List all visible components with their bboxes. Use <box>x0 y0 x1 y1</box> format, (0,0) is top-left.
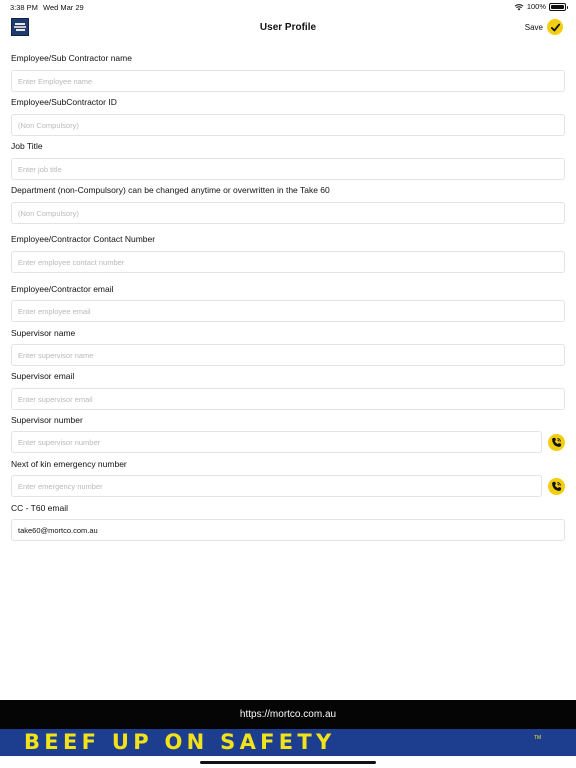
employee-email-input[interactable]: Enter employee email <box>11 300 565 322</box>
phone-icon <box>551 437 562 448</box>
job-title-input[interactable]: Enter job title <box>11 158 565 180</box>
employee-name-input[interactable]: Enter Employee name <box>11 70 565 92</box>
footer-bar <box>0 700 576 729</box>
cc-email-label: CC - T60 email <box>11 503 68 513</box>
employee-name-label: Employee/Sub Contractor name <box>11 53 132 63</box>
website-link[interactable]: https://mortco.com.au <box>239 709 337 720</box>
status-date: Wed Mar 29 <box>43 3 84 12</box>
status-time: 3:38 PM <box>10 3 38 12</box>
emergency-number-input[interactable]: Enter emergency number <box>11 475 542 497</box>
cc-email-input[interactable]: take60@mortco.com.au <box>11 519 565 541</box>
employee-email-label: Employee/Contractor email <box>11 284 114 294</box>
call-supervisor-button[interactable] <box>548 434 565 451</box>
employee-id-label: Employee/SubContractor ID <box>11 97 117 107</box>
battery-icon <box>549 3 566 11</box>
battery-percent: 100% <box>526 2 546 11</box>
job-title-label: Job Title <box>11 141 43 151</box>
contact-number-label: Employee/Contractor Contact Number <box>11 234 156 244</box>
supervisor-email-label: Supervisor email <box>11 371 75 381</box>
supervisor-email-input[interactable]: Enter supervisor email <box>11 388 565 410</box>
supervisor-name-label: Supervisor name <box>11 328 76 338</box>
department-input[interactable]: (Non Compulsory) <box>11 202 565 224</box>
wifi-icon <box>514 3 524 11</box>
home-indicator[interactable] <box>200 761 376 764</box>
nav-bar <box>0 14 576 42</box>
safety-banner <box>0 729 576 756</box>
employee-id-input[interactable]: (Non Compulsory) <box>11 114 565 136</box>
contact-number-input[interactable]: Enter employee contact number <box>11 251 565 273</box>
department-label: Department (non-Compulsory) can be changed anytime or overwritten in the Take 60 <box>11 185 330 195</box>
save-button[interactable] <box>525 19 563 35</box>
supervisor-name-input[interactable]: Enter supervisor name <box>11 344 565 366</box>
emergency-number-label: Next of kin emergency number <box>11 459 127 469</box>
checkmark-icon <box>547 19 563 35</box>
supervisor-number-input[interactable]: Enter supervisor number <box>11 431 542 453</box>
page-title: User Profile <box>259 22 317 33</box>
phone-icon <box>551 481 562 492</box>
call-emergency-button[interactable] <box>548 478 565 495</box>
banner-trademark: TM <box>534 735 542 741</box>
supervisor-number-label: Supervisor number <box>11 415 83 425</box>
status-bar <box>0 0 576 14</box>
save-label: Save <box>524 22 543 32</box>
status-right <box>514 2 566 11</box>
banner-slogan: BEEF UP ON SAFETY <box>24 730 336 754</box>
